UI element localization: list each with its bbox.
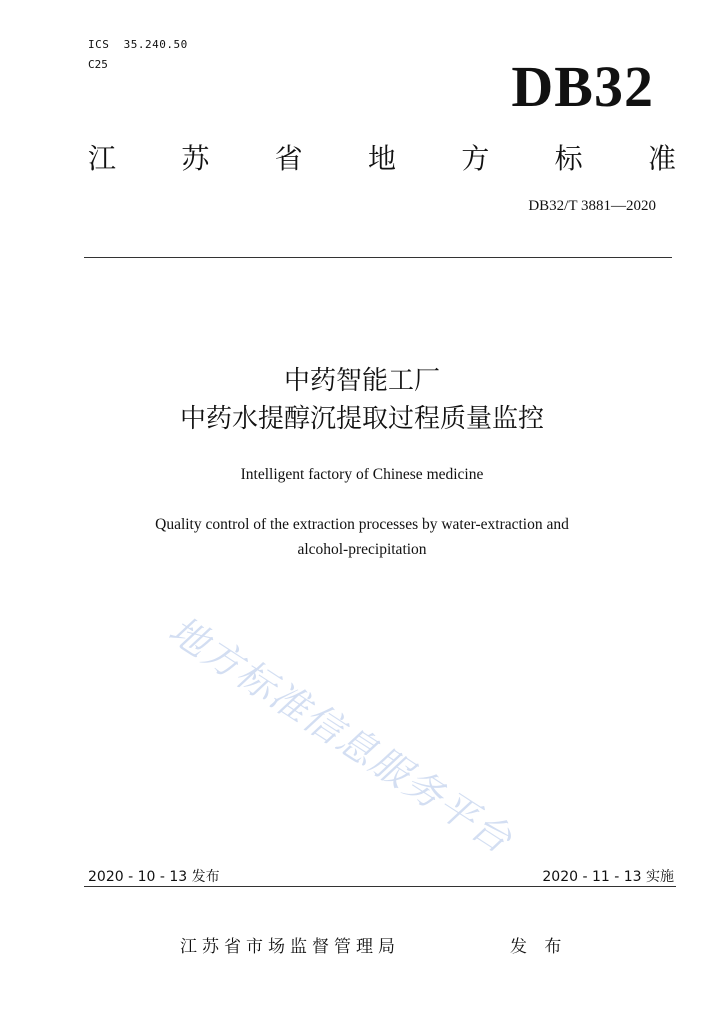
- header-divider: [84, 257, 672, 258]
- implement-date: 2020 - 11 - 13 实施: [542, 869, 674, 885]
- ics-code: ICS 35.240.50: [88, 38, 188, 51]
- standard-type-char: 江: [88, 142, 117, 175]
- chinese-title: [0, 362, 724, 438]
- watermark: 地方标准信息服务平台: [161, 607, 521, 863]
- english-title-line-2b: alcohol-precipitation: [297, 541, 427, 558]
- standard-type-heading: [88, 142, 676, 176]
- english-title-line-2a: Quality control of the extraction processes by water-extraction and: [155, 516, 569, 533]
- standard-type-char: 准: [647, 142, 676, 175]
- issuer: 江苏省市场监督管理局: [180, 937, 400, 957]
- chinese-title-line-1: 中药智能工厂: [283, 366, 440, 396]
- ccs-code: C25: [88, 58, 108, 71]
- issue-word: 发 布: [510, 937, 568, 957]
- english-title-line-2: [0, 512, 724, 562]
- english-title-line-1: Intelligent factory of Chinese medicine: [240, 466, 484, 483]
- publish-date: 2020 - 10 - 13 发布: [88, 869, 220, 885]
- db-logo: DB32: [511, 54, 654, 119]
- standard-type-char: 省: [274, 142, 303, 175]
- standard-type-char: 地: [367, 142, 396, 175]
- standard-type-char: 方: [461, 142, 490, 175]
- standard-type-char: 苏: [181, 142, 210, 175]
- chinese-title-line-2: 中药水提醇沉提取过程质量监控: [179, 404, 544, 434]
- footer-divider: [84, 886, 676, 887]
- standard-type-char: 标: [554, 142, 583, 175]
- standard-number: DB32/T 3881—2020: [528, 198, 656, 214]
